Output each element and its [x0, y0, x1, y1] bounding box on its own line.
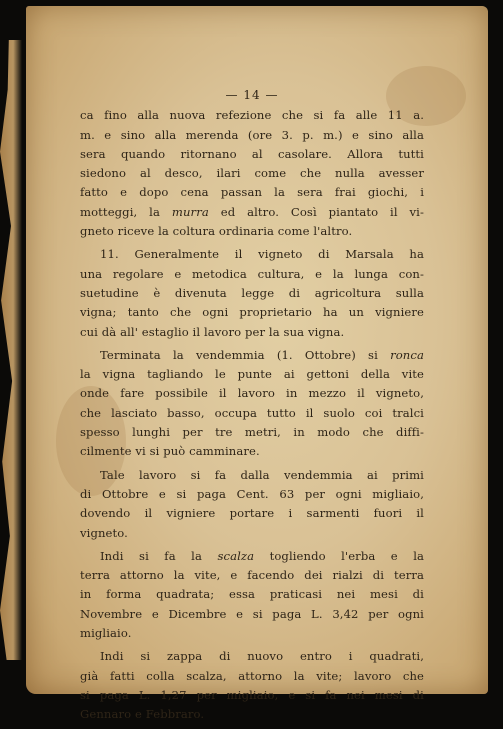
text-line: di Ottobre e si paga Cent. 63 per ogni migliaio,: [80, 486, 424, 501]
text-line: siedono al desco, ilari come che nulla avesser: [80, 166, 424, 181]
paragraph: [80, 466, 424, 543]
italic-term: ronca: [390, 347, 424, 362]
text-line: ca fino alla nuova refezione che si fa alle 11 a.: [80, 108, 424, 123]
paragraph: [80, 106, 424, 241]
text-line: cui dà all' estaglio il lavoro per la sua vigna.: [80, 324, 345, 339]
page-text: [80, 86, 424, 729]
text-line: si paga L. 1,27 per migliaio, e si fa nei mesi di: [80, 687, 424, 702]
paragraph: [80, 346, 424, 462]
text-line: Indi si zappa di nuovo entro i quadrati,: [100, 649, 424, 664]
text-segment: Indi si fa la: [100, 548, 202, 563]
text-line: Novembre e Dicembre e si paga L. 3,42 per ogni: [80, 606, 424, 621]
text-line: spesso lunghi per tre metri, in modo che diffi-: [80, 425, 424, 440]
text-line: [80, 547, 424, 566]
text-line: dovendo il vigniere portare i sarmenti fuori il: [80, 506, 424, 521]
text-line: la vigna tagliando le punte ai gettoni della vite: [80, 367, 424, 382]
text-line: migliaio.: [80, 626, 132, 641]
page-number: — 14 —: [225, 88, 279, 102]
text-line: suetudine è divenuta legge di agricoltura sulla: [80, 285, 424, 300]
text-segment: Terminata la vendemmia (1. Ottobre) si: [100, 347, 378, 362]
text-segment: togliendo l'erba e la: [269, 548, 425, 563]
text-line: cilmente vi si può camminare.: [80, 444, 260, 459]
text-line: terra attorno la vite, e facendo dei rialzi di terra: [80, 568, 424, 583]
text-segment: motteggi, la: [80, 204, 160, 219]
text-line: vigna; tanto che ogni proprietario ha un vigniere: [80, 305, 424, 320]
text-line: onde fare possibile il lavoro in mezzo il vigneto,: [80, 386, 424, 401]
text-line: Tale lavoro si fa dalla vendemmia ai primi: [100, 467, 424, 482]
text-line: che lasciato basso, occupa tutto il suolo coi tralci: [80, 405, 424, 420]
text-line: Gennaro e Febbraro.: [80, 707, 205, 722]
text-line: vigneto.: [80, 525, 128, 540]
text-line: già fatti colla scalza, attorno la vite; lavoro che: [80, 668, 424, 683]
italic-term: scalza: [217, 548, 255, 563]
text-line: [80, 203, 424, 222]
torn-page-edge: [0, 40, 22, 660]
italic-term: murra: [171, 204, 209, 219]
text-line: [80, 346, 424, 365]
text-line: una regolare e metodica cultura, e la lunga con-: [80, 266, 424, 281]
paragraph: [80, 547, 424, 643]
paragraph: [80, 245, 424, 341]
text-line: sera quando ritornano al casolare. Allora tutti: [80, 146, 424, 161]
text-line: m. e sino alla merenda (ore 3. p. m.) e sino alla: [80, 127, 424, 142]
text-line: in forma quadrata; essa praticasi nei mesi di: [80, 587, 424, 602]
text-line: gneto riceve la coltura ordinaria come l'altro.: [80, 224, 353, 239]
text-segment: ed altro. Così piantato il vi-: [220, 204, 425, 219]
text-line: 11. Generalmente il vigneto di Marsala ha: [100, 247, 424, 262]
paragraph: [80, 647, 424, 724]
text-line: fatto e dopo cena passan la sera frai giochi, i: [80, 185, 424, 200]
